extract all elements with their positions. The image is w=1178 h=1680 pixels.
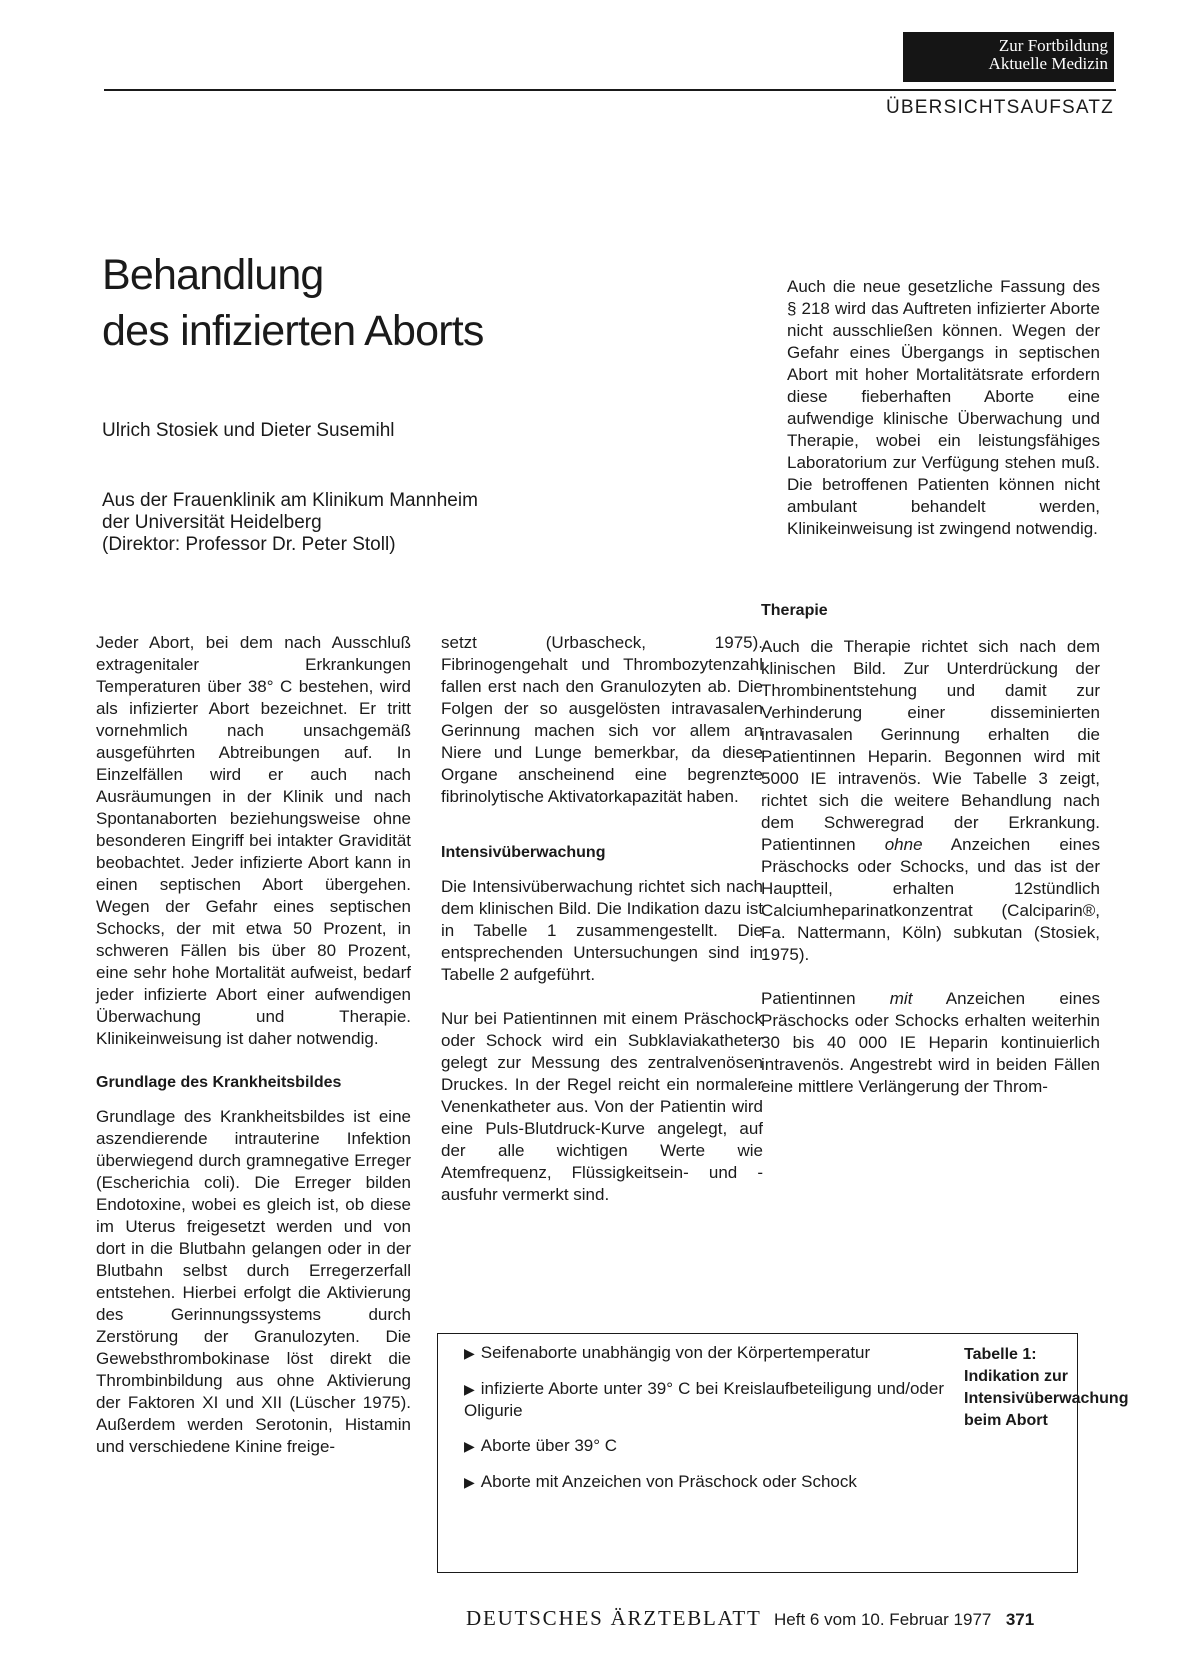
table-1 — [437, 1333, 1129, 1573]
rubric-badge — [903, 32, 1114, 82]
paragraph — [761, 988, 1100, 1098]
text-column-1 — [96, 632, 411, 1480]
triangle-bullet-icon: ▶ — [464, 1345, 475, 1361]
section-heading: Therapie — [761, 602, 828, 619]
page-footer — [466, 1606, 1034, 1631]
triangle-bullet-icon: ▶ — [464, 1381, 475, 1397]
text-run: Anzeichen eines Präschocks oder Schocks erhalten weiterhin 30 bis 40 000 IE Heparin kontinuierlich intravenös. Angestrebt wird in beiden Fällen eine mittlere Verlängerung der Throm- — [761, 989, 1100, 1096]
text-run: Auch die Therapie richtet sich nach dem klinischen Bild. Zur Unterdrückung der Thrombinentstehung und damit zur Verhinderung einer disseminierten intravasalen Gerinnung erhalten die Patientinnen Heparin. Begonnen wird mit 5000 IE intravenös. Wie Tabelle 3 zeigt, richtet sich die weitere Behandlung nach dem Schweregrad der Erkrankung. Patientinnen — [761, 637, 1100, 854]
table-caption-text: Indikation zur Intensivüberwachung beim Abort — [964, 1368, 1129, 1429]
rubric-line-1: Zur Fortbildung — [998, 36, 1108, 55]
table-caption-title: Tabelle 1: — [964, 1346, 1037, 1363]
list-item-text: Aborte mit Anzeichen von Präschock oder Schock — [480, 1472, 857, 1491]
list-item — [464, 1378, 944, 1421]
journal-name: DEUTSCHES ÄRZTEBLATT — [466, 1606, 762, 1630]
paragraph: setzt (Urbascheck, 1975). Fibrinogengehalt und Thrombozytenzahl fallen erst nach den Granulozyten ab. Die Folgen der so ausgelösten intravasalen Gerinnung machen sich vor allem an Niere und Lunge bemerkbar, da diese Organe anscheinend eine begrenzte fibrinolytische Aktivatorkapazität haben. — [441, 633, 763, 806]
text-column-3 — [761, 276, 1100, 1120]
issue-info: Heft 6 vom 10. Februar 1977 — [774, 1610, 992, 1629]
article-title — [102, 247, 484, 359]
indication-list — [464, 1342, 944, 1507]
page-number: 371 — [1005, 1610, 1035, 1629]
section-heading: Grundlage des Krankheitsbildes — [96, 1074, 342, 1091]
list-item — [464, 1471, 944, 1493]
section-label: ÜBERSICHTSAUFSATZ — [885, 97, 1114, 118]
affiliation-line: der Universität Heidelberg — [102, 512, 322, 533]
text-run: Patientinnen — [761, 989, 890, 1008]
paragraph: Jeder Abort, bei dem nach Ausschluß extragenitaler Erkrankungen Temperaturen über 38° C bestehen, wird als infizierter Abort bezeichnet. Er tritt vornehmlich nach unsachgemäß ausgeführten Abtreibungen auf. In Einzelfällen wird er auch nach Ausräumungen in der Klinik und nach Spontanaborten beziehungsweise ohne besonderen Eingriff bei intakter Gravidität beobachtet. Jeder infizierte Abort kann in einen septischen Abort übergehen. Wegen der Gefahr eines septischen Schocks, der mit etwa 50 Prozent, in schweren Fällen bis über 80 Prozent, eine sehr hohe Mortalität aufweist, bedarf jeder infizierte Abort einer aufwendigen Überwachung und Therapie. Klinikeinweisung ist daher notwendig. — [96, 633, 411, 1048]
list-item-text: infizierte Aborte unter 39° C bei Kreislaufbeteiligung und/oder Oligurie — [464, 1379, 944, 1420]
emphasis: ohne — [884, 835, 923, 854]
triangle-bullet-icon: ▶ — [464, 1438, 475, 1454]
header-rule — [104, 89, 1116, 91]
title-line-1: Behandlung — [102, 251, 324, 299]
affiliation-line: (Direktor: Professor Dr. Peter Stoll) — [102, 534, 396, 555]
table-caption — [964, 1344, 1129, 1432]
triangle-bullet-icon: ▶ — [464, 1474, 475, 1490]
paragraph: Nur bei Patientinnen mit einem Präschock oder Schock wird ein Subklaviakatheter gelegt zur Messung des zentralvenösen Druckes. In der Regel reicht ein normaler Venenkatheter aus. Von der Patientin wird eine Puls-Blutdruck-Kurve angelegt, auf der alle wichtigen Werte wie Atemfrequenz, Flüssigkeitsein- und -ausfuhr vermerkt sind. — [441, 1009, 763, 1204]
list-item-text: Aborte über 39° C — [480, 1436, 618, 1455]
text-run: Anzeichen eines Präschocks oder Schocks, und das ist der Hauptteil, erhalten 12stündlich Calciumheparinatkonzentrat (Calciparin®, Fa. Nattermann, Köln) subkutan (Stosiek, 1975). — [761, 835, 1100, 964]
paragraph: Grundlage des Krankheitsbildes ist eine aszendierende intrauterine Infektion überwiegend durch gramnegative Erreger (Escherichia coli). Die Erreger bilden Endotoxine, wobei es gleich ist, ob diese im Uterus freigesetzt werden und von dort in die Blutbahn gelangen oder in der Blutbahn selbst durch Erregerzerfall entstehen. Hierbei erfolgt die Aktivierung des Gerinnungssystems durch Zerstörung der Granulozyten. Die Gewebsthrombokinase löst direkt die Thrombinbildung aus ohne Aktivierung der Faktoren XI und XII (Lüscher 1975). Außerdem werden Serotonin, Histamin und verschiedene Kinine freige- — [96, 1107, 411, 1456]
paragraph: Die Intensivüberwachung richtet sich nach dem klinischen Bild. Die Indikation dazu ist in Tabelle 1 zusammengestellt. Die entsprechenden Untersuchungen sind in Tabelle 2 aufgeführt. — [441, 877, 763, 984]
title-line-2: des infizierten Aborts — [102, 307, 484, 355]
article-authors: Ulrich Stosiek und Dieter Susemihl — [102, 420, 395, 441]
affiliation-line: Aus der Frauenklinik am Klinikum Mannheim — [102, 490, 478, 511]
list-item — [464, 1435, 944, 1457]
paragraph: Auch die neue gesetzliche Fassung des § 218 wird das Auftreten infizierter Aborte nicht ausschließen können. Wegen der Gefahr eines Übergangs in septischen Abort mit hoher Mortalitätsrate erfordern diese fieberhaften Aborte eine aufwendige klinische Überwachung und Therapie, wobei ein leistungsfähiges Laboratorium zur Verfügung stehen muß. Die betroffenen Patienten können nicht ambulant behandelt werden, Klinikeinweisung ist zwingend notwendig. — [787, 277, 1100, 538]
list-item — [464, 1342, 944, 1364]
list-item-text: Seifenaborte unabhängig von der Körpertemperatur — [480, 1343, 871, 1362]
emphasis: mit — [889, 989, 913, 1008]
paragraph — [761, 636, 1100, 966]
text-column-2 — [441, 632, 763, 1228]
section-heading: Intensivüberwachung — [441, 844, 606, 861]
rubric-line-2: Aktuelle Medizin — [988, 54, 1108, 73]
author-affiliation — [102, 490, 622, 556]
